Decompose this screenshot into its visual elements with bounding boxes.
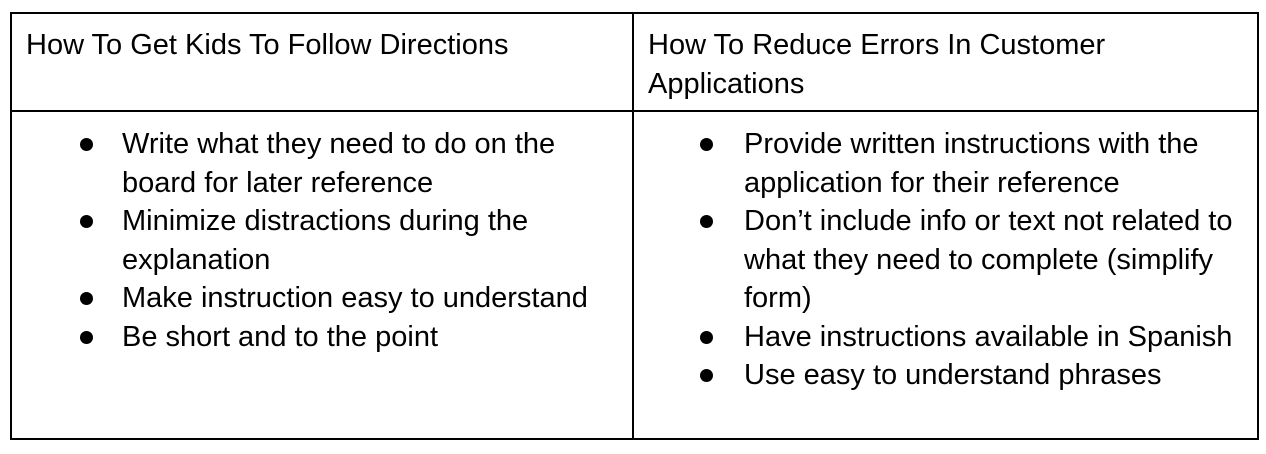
list-item (634, 125, 1257, 202)
list-item-text: Minimize distractions during the explanation (122, 205, 529, 276)
list-item (12, 318, 632, 357)
list-item (12, 202, 632, 279)
list-item (12, 279, 632, 318)
customer-tips-list (634, 112, 1257, 395)
bullet-icon (80, 138, 93, 151)
content-row (11, 111, 1258, 439)
kids-tips-cell (11, 111, 633, 439)
header-cell-customers (633, 13, 1258, 111)
list-item (634, 318, 1257, 357)
list-item-text: Be short and to the point (122, 320, 438, 353)
header-cell-kids (11, 13, 633, 111)
bullet-icon (700, 138, 713, 151)
bullet-icon (80, 292, 93, 305)
list-item-text: Use easy to understand phrases (744, 359, 1162, 391)
kids-tips-list (12, 112, 632, 356)
header-row (11, 13, 1258, 111)
list-item (12, 125, 632, 202)
list-item-text: Don’t include info or text not related to what they need to complete (simplify form) (744, 205, 1233, 314)
customer-tips-cell (633, 111, 1258, 439)
list-item (634, 356, 1257, 395)
bullet-icon (700, 369, 713, 382)
list-item (634, 202, 1257, 318)
bullet-icon (80, 331, 93, 344)
bullet-icon (80, 215, 93, 228)
comparison-table (10, 12, 1259, 440)
list-item-text: Provide written instructions with the application for their reference (744, 128, 1199, 199)
list-item-text: Make instruction easy to understand (122, 282, 588, 314)
header-customers: How To Reduce Errors In Customer Applications (648, 29, 1106, 100)
header-kids: How To Get Kids To Follow Directions (26, 29, 509, 61)
bullet-icon (700, 215, 713, 228)
bullet-icon (700, 331, 713, 344)
list-item-text: Have instructions available in Spanish (744, 320, 1233, 353)
list-item-text: Write what they need to do on the board for later reference (122, 128, 556, 199)
